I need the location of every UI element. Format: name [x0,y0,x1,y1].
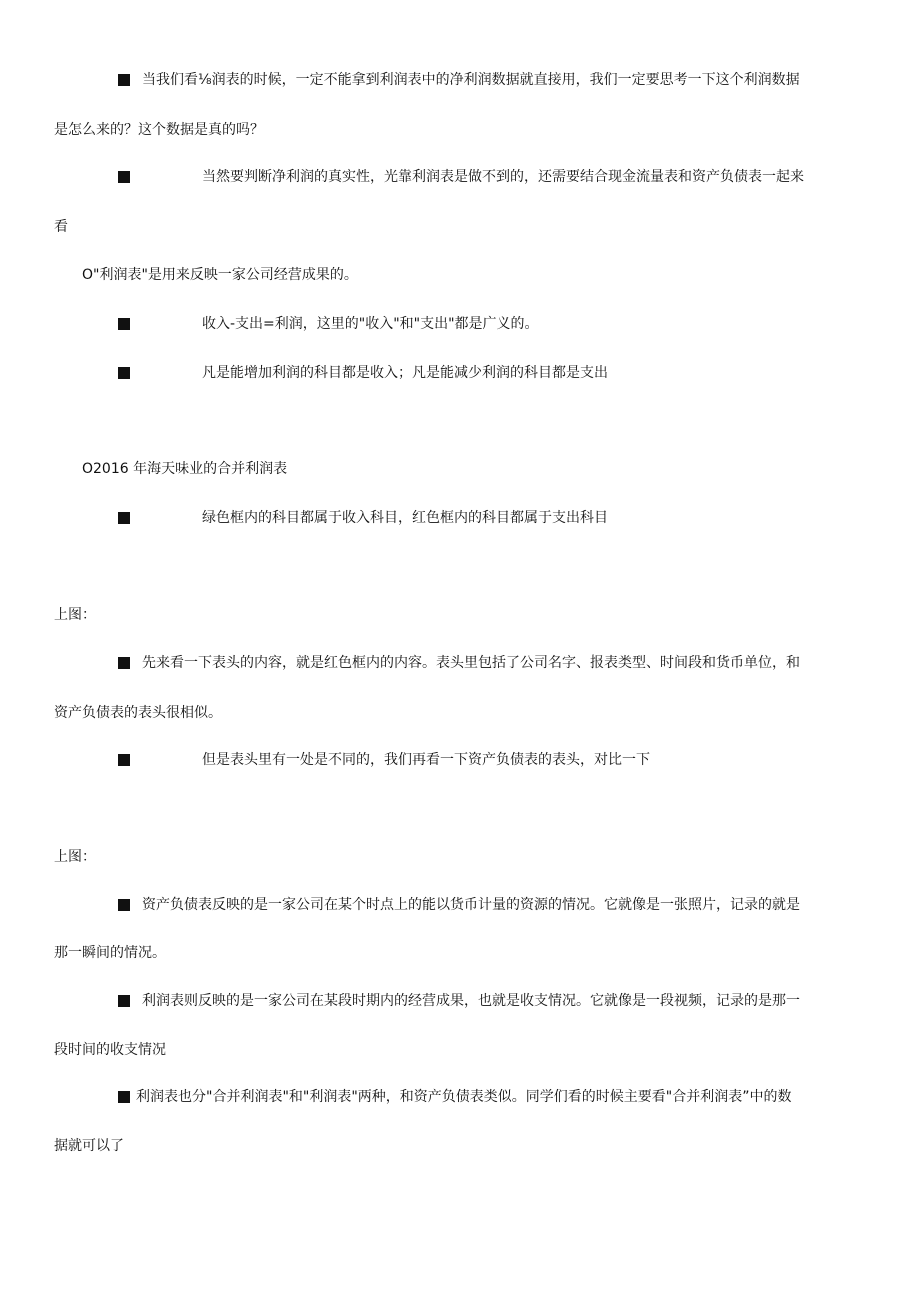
paragraph-line: 当我们看⅛润表的时候，一定不能拿到利润表中的净利润数据就直接用，我们一定要思考一下这个利润数据 [142,72,800,88]
paragraph-line: 收入-支出=利润，这里的"收入"和"支出"都是广义的。 [202,316,539,332]
paragraph-line: 利润表也分"合并利润表"和"利润表"两种，和资产负债表类似。同学们看的时候主要看"合并利润表”中的数 [136,1089,792,1105]
paragraph-line: 利润表则反映的是一家公司在某段时期内的经营成果，也就是收支情况。它就像是一段视频，记录的是那一 [142,993,800,1009]
bullet-square [118,74,130,86]
bullet-square [118,657,130,669]
bullet-square [118,1091,130,1103]
paragraph-line: 绿色框内的科目都属于收入科目，红色框内的科目都属于支出科目 [202,510,608,526]
bullet-square [118,318,130,330]
paragraph-line: 据就可以了 [54,1138,124,1154]
paragraph-line: 看 [54,219,68,235]
bullet-square [118,512,130,524]
paragraph-line: 资产负债表的表头很相似。 [54,705,222,721]
paragraph-line: 先来看一下表头的内容，就是红色框内的内容。表头里包括了公司名字、报表类型、时间段和货币单位，和 [142,655,800,671]
paragraph-line: 资产负债表反映的是一家公司在某个时点上的能以货币计量的资源的情况。它就像是一张照片，记录的就是 [142,897,800,913]
bullet-square [118,899,130,911]
paragraph-line: 上图： [54,607,96,623]
bullet-square [118,367,130,379]
bullet-square [118,171,130,183]
paragraph-line: 但是表头里有一处是不同的，我们再看一下资产负债表的表头，对比一下 [202,752,650,768]
bullet-square [118,995,130,1007]
paragraph-line: 当然要判断净利润的真实性，光靠利润表是做不到的，还需要结合现金流量表和资产负债表一起来 [202,169,804,185]
paragraph-line: 那一瞬间的情况。 [54,945,166,961]
bullet-square [118,754,130,766]
paragraph-line: O"利润表"是用来反映一家公司经营成果的。 [82,267,358,283]
paragraph-line: 是怎么来的？这个数据是真的吗？ [54,122,264,138]
paragraph-line: 凡是能增加利润的科目都是收入；凡是能减少利润的科目都是支出 [202,365,608,381]
paragraph-line: 段时间的收支情况 [54,1042,166,1058]
paragraph-line: 上图： [54,849,96,865]
paragraph-line: O2016 年海天味业的合并利润表 [82,461,288,477]
